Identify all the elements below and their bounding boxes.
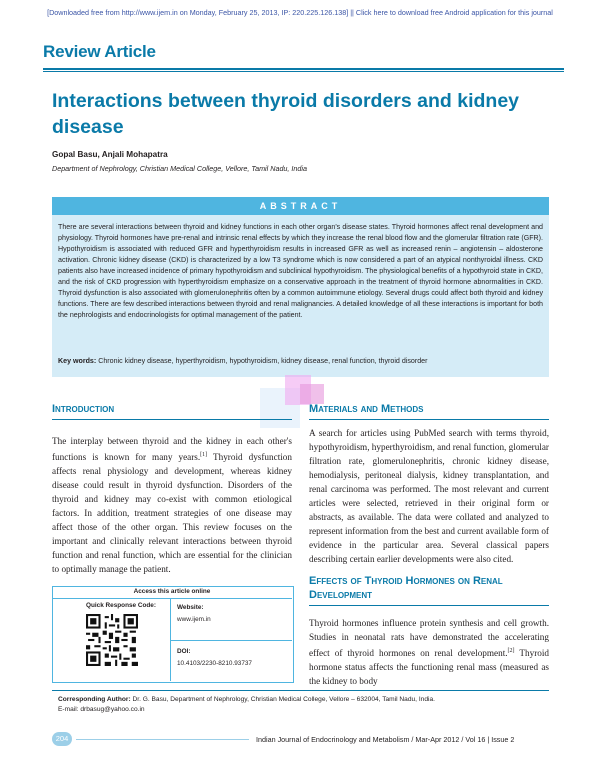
email-label: E-mail: [58,706,79,713]
doi-label: DOI: [177,648,191,655]
qr-code-label: Quick Response Code: [86,602,156,609]
page-number: 204 [52,732,72,746]
methods-rule [309,419,549,420]
effects-heading-line-2: Development [309,589,373,601]
qr-code-icon[interactable] [86,614,138,666]
website-link[interactable]: www.ijem.in [177,616,211,623]
effects-rule [309,605,549,606]
keywords-list: Chronic kidney disease, hyperthyroidism, hypothyroidism, kidney disease, renal function, thyroid disorder [98,357,428,365]
abstract-heading: ABSTRACT [52,197,549,215]
download-notice-link[interactable]: [Downloaded free from http://www.ijem.in on Monday, February 25, 2013, IP: 220.225.126.138] || Click here to download free Android application for this journal [47,8,553,17]
citation-ref[interactable]: [2] [507,648,515,654]
doi-link[interactable]: 10.4103/2230-8210.93737 [177,660,252,667]
methods-text: A search for articles using PubMed search with terms thyroid, hypothyroidism, hyperthyroidism, and renal function, glomerular filtration rate, glomerulonephritis, chronic kidney disease, hemodialysis, peritoneal dialysis, kidney transplantation, and renal carcinoma was performed. The most relevant and current articles were selected, retrieved in their original form or abstracts, as available. The data were collated and analyzed to represent information from the best and current available form of evidence in the particular area. Several classical papers describing certain earlier developments were also cited. [309,428,549,564]
access-article-heading: Access this article online [52,586,292,599]
footnote-divider [52,690,549,691]
keywords-label: Key words: [58,357,97,365]
corresponding-author-note: Corresponding Author: Dr. G. Basu, Department of Nephrology, Christian Medical College, Vellore – 632004, Tamil Nadu, India. E-mail: drbasug@yahoo.co.in [58,696,435,713]
footer-rule [76,739,249,740]
abstract-text: There are several interactions between thyroid and kidney functions in each other organ's disease states. Thyroid hormones affect renal development and physiology. Thyroid hormones have pre-renal and intrinsic renal effects by which they increase the renal blood flow and the glomerular filtration rate (GFR). Hypothyroidism is associated with reduced GFR and hyperthyroidism results in increased GFR as well as increased renin – angiotensin – aldosterone activation. Chronic kidney disease (CKD) is characterized by a low T3 syndrome which is now considered a part of an atypical nonthyroidal illness. CKD patients also have increased incidence of primary hypothyroidism and subclinical hypothyroidism. The physiological benefits of a hypothyroid state in CKD, and the risk of CKD progression with hyperthyroidism emphasize on a conservative approach in the treatment of thyroid hormone abnormalities in CKD. Thyroid dysfunction is also associated with glomerulonephritis often by a common autoimmune etiology. Several drugs could affect both thyroid and kidney functions. There are few described interactions between thyroid and renal malignancies. A detailed knowledge of all these interactions is important for both the nephrologists and endocrinologists for optimal management of the patient. [58,223,543,319]
article-title: Interactions between thyroid disorders and kidney disease [52,90,520,138]
article-type-label: Review Article [43,42,156,61]
watermark-block [300,384,324,404]
citation-ref[interactable]: [1] [200,452,208,458]
corresponding-author-label: Corresponding Author: [58,696,131,703]
effects-heading-line-1: Effects of Thyroid Hormones on Renal [309,575,503,587]
introduction-text: The interplay between thyroid and the kidney in each other's functions is known for many years.[1] Thyroid dysfunction affects renal physiology and development, whereas kidney disease could result in thyroid dysfunction. Disorders of the thyroid and kidney may co-exist with common etiological factors. In addition, treatment strategies of one disease may affect those of the other organ. This review focuses on the important and clinically relevant interactions between thyroid function and renal function, which are essential for the clinician to optimally manage the patient. [52,436,292,575]
methods-heading: Materials and Methods [309,403,424,415]
header-divider [43,68,564,70]
author-affiliation: Department of Nephrology, Christian Medical College, Vellore, Tamil Nadu, India [52,164,308,173]
introduction-heading: Introduction [52,403,115,415]
effects-text: Thyroid hormones influence protein synthesis and cell growth. Studies in neonatal rats have demonstrated the accelerating effect of thyroid hormones on renal development.[2] Thyroid hormone status affects the functioning renal mass (measured as the kidney to body [309,618,549,687]
author-list: Gopal Basu, Anjali Mohapatra [52,150,168,159]
website-label: Website: [177,604,204,611]
keywords [58,357,543,365]
header-divider-thin [43,71,564,72]
email-link[interactable]: drbasug@yahoo.co.in [78,706,145,713]
access-box-divider [170,640,292,641]
journal-citation: Indian Journal of Endocrinology and Metabolism / Mar-Apr 2012 / Vol 16 | Issue 2 [256,735,515,744]
introduction-rule [52,419,292,420]
